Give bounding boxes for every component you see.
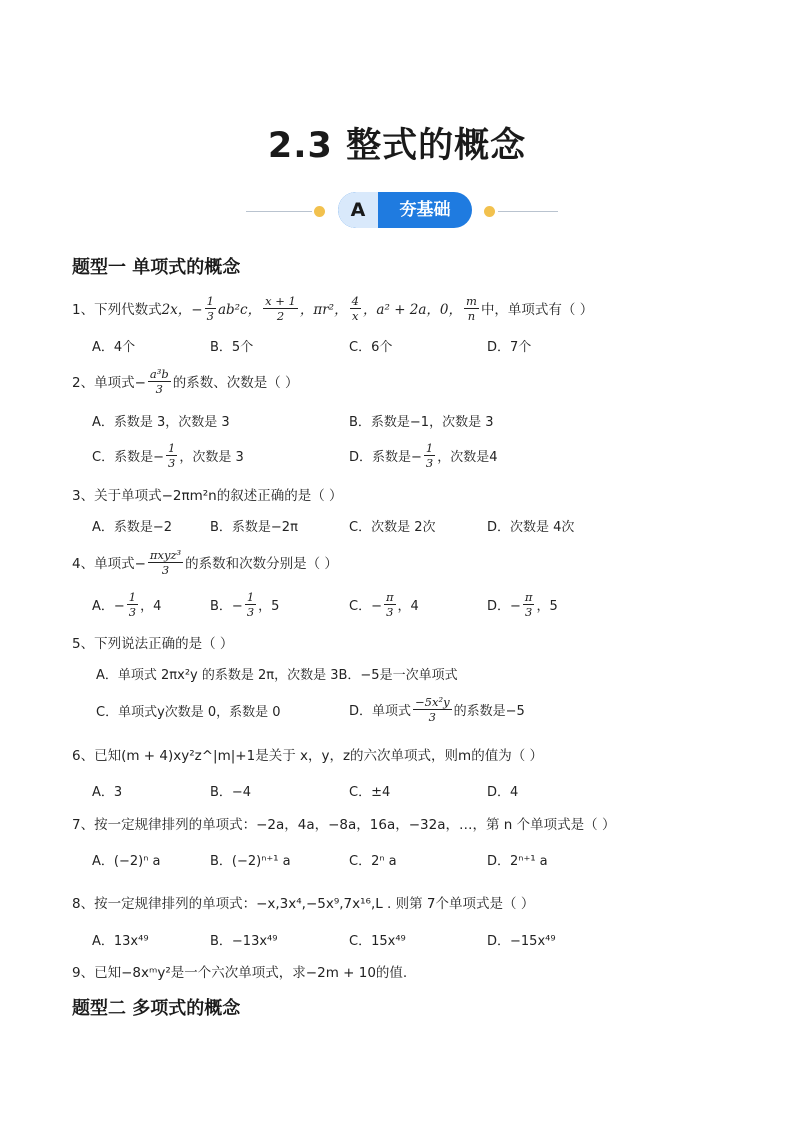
q4-suffix: 的系数和次数分别是（ ） xyxy=(185,556,338,572)
question-5: 5、下列说法正确的是（ ） xyxy=(72,636,234,652)
q2-option-b[interactable]: B．系数是−1，次数是 3 xyxy=(349,415,494,430)
q6-option-c[interactable]: C．±4 xyxy=(349,785,391,800)
question-6: 6、已知(m + 4)xy²z^|m|+1是关于 x，y，z的六次单项式，则m的值为（ ） xyxy=(72,748,543,764)
question-9: 9、已知−8xᵐy²是一个六次单项式，求−2m + 10的值. xyxy=(72,965,408,981)
q1-fraction-4: $\frac{m}{n}$ xyxy=(466,293,477,323)
q1-prefix: 1、下列代数式 xyxy=(72,302,162,318)
question-1 xyxy=(72,291,593,325)
q4-option-d[interactable]: D．− $\frac{\pi}{3}$ ，5 xyxy=(487,589,558,619)
banner-letter: A xyxy=(338,192,378,228)
q8-option-b[interactable]: B．−13x⁴⁹ xyxy=(210,934,278,949)
q6-option-d[interactable]: D．4 xyxy=(487,785,519,800)
banner-left-dot xyxy=(314,206,325,217)
q1-expr-1: 2x，− xyxy=(161,302,203,318)
q1-option-d[interactable]: D．7个 xyxy=(487,340,532,355)
banner-right-line xyxy=(498,211,558,212)
q3-option-b[interactable]: B．系数是−2π xyxy=(210,520,298,535)
q1-expr-3: ，πr²， xyxy=(299,302,348,318)
q4-fraction: $\frac{\text{πxyz³}}{3}$ xyxy=(149,547,182,577)
q6-option-b[interactable]: B．−4 xyxy=(210,785,252,800)
q8-option-c[interactable]: C．15x⁴⁹ xyxy=(349,934,406,949)
banner-left-line xyxy=(246,211,312,212)
question-2 xyxy=(72,364,299,398)
q1-expr-2: ab²c， xyxy=(217,302,262,318)
banner-label: 夯基础 xyxy=(399,200,451,220)
q1-option-c[interactable]: C．6个 xyxy=(349,340,393,355)
q3-option-a[interactable]: A．系数是−2 xyxy=(92,520,173,535)
q2-prefix: 2、单项式− xyxy=(72,375,146,391)
q2-option-a[interactable]: A．系数是 3，次数是 3 xyxy=(92,415,230,430)
q6-option-a[interactable]: A．3 xyxy=(92,785,123,800)
q5-option-d[interactable]: D．单项式 $\frac{\text{−5x²y}}{3}$ 的系数是−5 xyxy=(349,694,525,724)
q7-option-a[interactable]: A．(−2)ⁿ a xyxy=(92,854,161,869)
q1-expr-4: ，a² + 2a，0， xyxy=(362,302,463,318)
banner-right-dot xyxy=(484,206,495,217)
q4-option-a[interactable]: A．− $\frac{1}{3}$ ，4 xyxy=(92,589,162,619)
q1-suffix: 中，单项式有（ ） xyxy=(480,302,594,318)
q3-option-d[interactable]: D．次数是 4次 xyxy=(487,520,575,535)
q1-option-b[interactable]: B．5个 xyxy=(210,340,254,355)
banner-pill xyxy=(338,192,472,228)
level-banner xyxy=(246,190,558,230)
q2-option-d[interactable]: D．系数是− $\frac{1}{3}$ ，次数是4 xyxy=(349,440,498,470)
page-title: 2.3 整式的概念 xyxy=(267,126,527,166)
question-4 xyxy=(72,545,338,579)
q2-option-c[interactable]: C．系数是− $\frac{1}{3}$ ，次数是 3 xyxy=(92,440,244,470)
q4-option-b[interactable]: B．− $\frac{1}{3}$ ，5 xyxy=(210,589,280,619)
q7-option-d[interactable]: D．2ⁿ⁺¹ a xyxy=(487,854,548,869)
q1-fraction-1: $\frac{1}{3}$ xyxy=(206,293,214,323)
q8-option-d[interactable]: D．−15x⁴⁹ xyxy=(487,934,556,949)
question-3: 3、关于单项式−2πm²n的叙述正确的是（ ） xyxy=(72,488,343,504)
q1-option-a[interactable]: A．4个 xyxy=(92,340,136,355)
q4-prefix: 4、单项式− xyxy=(72,556,146,572)
q5-option-c[interactable]: C．单项式y次数是 0，系数是 0 xyxy=(96,705,281,720)
question-8: 8、按一定规律排列的单项式：−x,3x⁴,−5x⁹,7x¹⁶,L . 则第 7个单项式是（ ） xyxy=(72,896,535,912)
q7-option-c[interactable]: C．2ⁿ a xyxy=(349,854,397,869)
q2-fraction: $\frac{\text{a³b}}{3}$ xyxy=(149,366,169,396)
question-7: 7、按一定规律排列的单项式：−2a，4a，−8a，16a，−32a，…，第 n 个单项式是（ ） xyxy=(72,817,616,833)
q4-option-c[interactable]: C．− $\frac{\pi}{3}$ ，4 xyxy=(349,589,419,619)
section-title-1: 题型一 单项式的概念 xyxy=(72,257,241,278)
q2-suffix: 的系数、次数是（ ） xyxy=(172,375,299,391)
q1-fraction-3: $\frac{4}{x}$ xyxy=(351,293,359,323)
q3-option-c[interactable]: C．次数是 2次 xyxy=(349,520,436,535)
q7-option-b[interactable]: B．(−2)ⁿ⁺¹ a xyxy=(210,854,291,869)
q1-fraction-2: $\frac{x + 1}{2}$ xyxy=(265,293,296,323)
section-title-2: 题型二 多项式的概念 xyxy=(72,998,241,1019)
q8-option-a[interactable]: A．13x⁴⁹ xyxy=(92,934,149,949)
q5-option-ab[interactable]: A．单项式 2πx²y 的系数是 2π，次数是 3B．−5是一次单项式 xyxy=(96,668,458,683)
